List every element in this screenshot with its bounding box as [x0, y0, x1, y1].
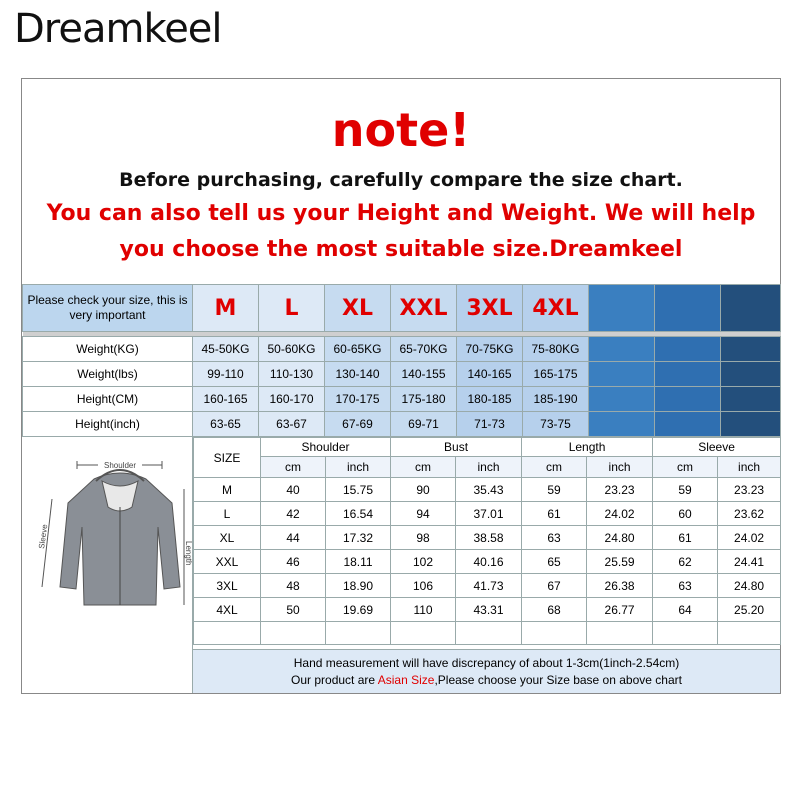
size-recommendation-table	[22, 284, 781, 437]
unit-cm: cm	[391, 457, 456, 478]
measure-cell: 40	[261, 478, 326, 502]
measure-cell: 61	[522, 502, 587, 526]
size-cell: XXL	[194, 550, 261, 574]
measure-cell: 67	[522, 574, 587, 598]
measure-cell: 106	[391, 574, 456, 598]
measure-cell: 23.23	[718, 478, 781, 502]
table-row	[194, 598, 781, 622]
row-label: Weight(KG)	[23, 337, 193, 362]
measurement-section	[22, 437, 780, 693]
size-cell: XL	[194, 526, 261, 550]
size-cell: M	[194, 478, 261, 502]
unit-header-row	[194, 457, 781, 478]
unit-inch: inch	[718, 457, 781, 478]
size-cell: L	[194, 502, 261, 526]
bust-header: Bust	[391, 438, 522, 457]
size-row	[23, 412, 781, 437]
measure-cell: 42	[261, 502, 326, 526]
measure-cell: 46	[261, 550, 326, 574]
note-section	[22, 79, 780, 284]
asian-size-note: Our product are Asian Size,Please choose your Size base on above chart	[291, 673, 682, 687]
size-cell: 110-130	[259, 362, 325, 387]
measure-cell: 110	[391, 598, 456, 622]
measure-cell: 37.01	[456, 502, 522, 526]
unit-inch: inch	[456, 457, 522, 478]
size-cell: 140-155	[391, 362, 457, 387]
size-cell: 3XL	[194, 574, 261, 598]
color-block	[721, 285, 781, 332]
size-header-4xl: 4XL	[523, 285, 589, 332]
blank-row	[194, 622, 781, 645]
unit-inch: inch	[587, 457, 653, 478]
measure-cell: 35.43	[456, 478, 522, 502]
size-cell: 160-165	[193, 387, 259, 412]
measure-cell: 38.58	[456, 526, 522, 550]
measure-cell: 18.11	[326, 550, 391, 574]
measure-cell: 24.02	[718, 526, 781, 550]
measure-cell: 98	[391, 526, 456, 550]
measure-cell: 40.16	[456, 550, 522, 574]
asian-size-highlight: Asian Size	[377, 673, 435, 687]
measure-cell: 48	[261, 574, 326, 598]
unit-inch: inch	[326, 457, 391, 478]
measure-cell: 65	[522, 550, 587, 574]
measure-cell: 62	[653, 550, 718, 574]
size-cell: 71-73	[457, 412, 523, 437]
size-cell: 175-180	[391, 387, 457, 412]
size-cell: 69-71	[391, 412, 457, 437]
size-header-m: M	[193, 285, 259, 332]
measure-cell: 68	[522, 598, 587, 622]
measure-cell: 24.41	[718, 550, 781, 574]
size-cell: 73-75	[523, 412, 589, 437]
measure-cell: 63	[653, 574, 718, 598]
note-instruction: Before purchasing, carefully compare the size chart.	[119, 169, 683, 191]
size-header-xxl: XXL	[391, 285, 457, 332]
group-header-row	[194, 438, 781, 457]
size-header-l: L	[259, 285, 325, 332]
length-label: Length	[184, 541, 193, 566]
measure-cell: 59	[653, 478, 718, 502]
measure-cell: 63	[522, 526, 587, 550]
measure-cell: 26.38	[587, 574, 653, 598]
size-hint: Please check your size, this is very important	[23, 285, 193, 332]
size-row	[23, 387, 781, 412]
measure-cell: 102	[391, 550, 456, 574]
measure-cell: 25.20	[718, 598, 781, 622]
size-cell: 165-175	[523, 362, 589, 387]
size-row	[23, 337, 781, 362]
note-help-line-1: You can also tell us your Height and Weight. We will help	[46, 201, 756, 226]
size-cell: 4XL	[194, 598, 261, 622]
note-help-line-2: you choose the most suitable size.Dreamkeel	[119, 237, 683, 262]
size-cell: 130-140	[325, 362, 391, 387]
measure-cell: 24.02	[587, 502, 653, 526]
size-chart-panel	[21, 78, 781, 694]
brand-logo: Dreamkeel	[14, 6, 222, 52]
length-header: Length	[522, 438, 653, 457]
measure-cell: 43.31	[456, 598, 522, 622]
measure-cell: 19.69	[326, 598, 391, 622]
size-row	[23, 362, 781, 387]
table-row	[194, 502, 781, 526]
size-cell: 185-190	[523, 387, 589, 412]
measure-cell: 59	[522, 478, 587, 502]
row-label: Weight(lbs)	[23, 362, 193, 387]
discrepancy-note: Hand measurement will have discrepancy of about 1-3cm(1inch-2.54cm)	[293, 656, 680, 670]
measure-cell: 41.73	[456, 574, 522, 598]
measure-cell: 24.80	[587, 526, 653, 550]
size-header-xl: XL	[325, 285, 391, 332]
sleeve-header: Sleeve	[653, 438, 781, 457]
shoulder-label: Shoulder	[103, 461, 137, 470]
size-header-row	[23, 285, 781, 332]
color-block	[589, 285, 655, 332]
size-cell: 140-165	[457, 362, 523, 387]
unit-cm: cm	[653, 457, 718, 478]
size-cell: 160-170	[259, 387, 325, 412]
measure-cell: 60	[653, 502, 718, 526]
unit-cm: cm	[261, 457, 326, 478]
size-cell: 70-75KG	[457, 337, 523, 362]
measure-cell: 25.59	[587, 550, 653, 574]
size-cell: 63-67	[259, 412, 325, 437]
hoodie-illustration	[22, 437, 193, 693]
measure-cell: 23.62	[718, 502, 781, 526]
size-cell: 65-70KG	[391, 337, 457, 362]
measure-cell: 94	[391, 502, 456, 526]
size-cell: 67-69	[325, 412, 391, 437]
measure-cell: 50	[261, 598, 326, 622]
size-cell: 63-65	[193, 412, 259, 437]
unit-cm: cm	[522, 457, 587, 478]
measurement-table	[193, 437, 781, 645]
sleeve-label: Sleeve	[37, 523, 50, 550]
size-cell: 50-60KG	[259, 337, 325, 362]
table-row	[194, 574, 781, 598]
table-row	[194, 478, 781, 502]
size-cell: 170-175	[325, 387, 391, 412]
footer-note	[193, 649, 780, 693]
size-cell: 45-50KG	[193, 337, 259, 362]
measure-cell: 44	[261, 526, 326, 550]
note-title: note!	[331, 103, 471, 157]
measure-cell: 24.80	[718, 574, 781, 598]
size-cell: 75-80KG	[523, 337, 589, 362]
measure-cell: 18.90	[326, 574, 391, 598]
color-block	[655, 285, 721, 332]
measure-cell: 23.23	[587, 478, 653, 502]
hoodie-icon	[22, 437, 192, 647]
row-label: Height(CM)	[23, 387, 193, 412]
measure-cell: 64	[653, 598, 718, 622]
size-cell: 99-110	[193, 362, 259, 387]
row-label: Height(inch)	[23, 412, 193, 437]
measure-cell: 26.77	[587, 598, 653, 622]
size-cell: 180-185	[457, 387, 523, 412]
size-column-header: SIZE	[194, 438, 261, 478]
table-row	[194, 526, 781, 550]
table-row	[194, 550, 781, 574]
size-header-3xl: 3XL	[457, 285, 523, 332]
measure-cell: 90	[391, 478, 456, 502]
measure-cell: 17.32	[326, 526, 391, 550]
size-cell: 60-65KG	[325, 337, 391, 362]
measure-cell: 16.54	[326, 502, 391, 526]
measure-cell: 15.75	[326, 478, 391, 502]
measure-cell: 61	[653, 526, 718, 550]
shoulder-header: Shoulder	[261, 438, 391, 457]
